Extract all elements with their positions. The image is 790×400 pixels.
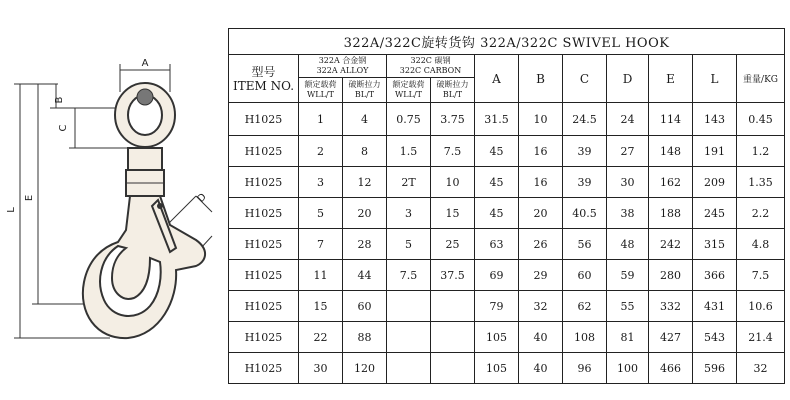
cell-dim-e: 427 [649,322,693,353]
cell-dim-a: 45 [475,167,519,198]
cell-dim-l: 431 [693,291,737,322]
spec-table-body [229,103,785,384]
table-row [229,229,785,260]
cell-weight: 4.8 [737,229,785,260]
cell-alloy-wll: 22 [299,322,343,353]
carbon-wll-header [387,78,431,103]
table-row [229,291,785,322]
cell-carbon-wll: 0.75 [387,103,431,136]
cell-dim-a: 45 [475,198,519,229]
dim-header-c: C [563,55,607,103]
bl-header-en: BL/T [442,90,463,99]
cell-dim-c: 96 [563,353,607,384]
cell-carbon-bl [431,291,475,322]
cell-carbon-wll: 2T [387,167,431,198]
dim-label-l: L [6,207,17,213]
cell-carbon-wll: 5 [387,229,431,260]
cell-carbon-wll: 3 [387,198,431,229]
cell-item-no: H1025 [229,291,299,322]
cell-dim-b: 29 [519,260,563,291]
cell-dim-b: 16 [519,167,563,198]
cell-dim-a: 79 [475,291,519,322]
cell-dim-d: 30 [607,167,649,198]
dim-label-a: A [141,58,149,69]
cell-dim-b: 16 [519,136,563,167]
cell-dim-a: 105 [475,322,519,353]
dim-label-e: E [24,194,35,202]
cell-dim-l: 366 [693,260,737,291]
cell-dim-e: 242 [649,229,693,260]
cell-carbon-wll: 7.5 [387,260,431,291]
cell-dim-b: 26 [519,229,563,260]
cell-dim-d: 81 [607,322,649,353]
cell-dim-d: 100 [607,353,649,384]
cell-carbon-wll: 1.5 [387,136,431,167]
cell-alloy-wll: 1 [299,103,343,136]
weight-header: 重量/KG [737,55,785,103]
model-header-en: ITEM NO. [232,78,295,93]
cell-dim-d: 48 [607,229,649,260]
cell-alloy-wll: 2 [299,136,343,167]
cell-item-no: H1025 [229,167,299,198]
cell-alloy-bl: 20 [343,198,387,229]
cell-item-no: H1025 [229,198,299,229]
cell-alloy-bl: 60 [343,291,387,322]
cell-dim-b: 10 [519,103,563,136]
cell-dim-b: 40 [519,322,563,353]
wll-header-cn: 额定载荷 [392,80,425,89]
cell-dim-d: 59 [607,260,649,291]
cell-alloy-bl: 4 [343,103,387,136]
cell-dim-d: 24 [607,103,649,136]
cell-carbon-bl: 10 [431,167,475,198]
cell-alloy-wll: 5 [299,198,343,229]
wll-header-en: WLL/T [395,90,422,99]
bl-header-en: BL/T [354,90,375,99]
model-header-cn: 型号 [251,64,276,79]
carbon-header-cn: 322C 碳钢 [410,56,451,65]
cell-dim-a: 105 [475,353,519,384]
cell-carbon-wll [387,291,431,322]
cell-dim-c: 39 [563,167,607,198]
cell-dim-l: 245 [693,198,737,229]
cell-dim-d: 27 [607,136,649,167]
cell-dim-a: 45 [475,136,519,167]
cell-dim-l: 143 [693,103,737,136]
cell-dim-c: 24.5 [563,103,607,136]
cell-dim-c: 108 [563,322,607,353]
cell-dim-l: 596 [693,353,737,384]
cell-item-no: H1025 [229,103,299,136]
cell-dim-c: 60 [563,260,607,291]
cell-dim-c: 40.5 [563,198,607,229]
cell-dim-e: 466 [649,353,693,384]
cell-carbon-wll [387,322,431,353]
cell-dim-l: 543 [693,322,737,353]
dim-label-d: D [195,191,209,205]
cell-carbon-bl: 15 [431,198,475,229]
bl-header-cn: 破断拉力 [436,80,469,89]
cell-dim-e: 148 [649,136,693,167]
cell-dim-l: 209 [693,167,737,198]
cell-dim-d: 55 [607,291,649,322]
carbon-header [387,55,475,78]
wll-header-cn: 额定载荷 [304,80,337,89]
swivel-hook-drawing [0,0,228,400]
model-header [229,55,299,103]
cell-alloy-bl: 44 [343,260,387,291]
cell-weight: 7.5 [737,260,785,291]
table-row [229,322,785,353]
carbon-header-en: 322C CARBON [399,66,462,75]
cell-alloy-bl: 28 [343,229,387,260]
cell-dim-l: 315 [693,229,737,260]
cell-dim-a: 69 [475,260,519,291]
cell-dim-a: 31.5 [475,103,519,136]
table-row [229,260,785,291]
cell-dim-b: 32 [519,291,563,322]
table-row [229,136,785,167]
cell-alloy-bl: 12 [343,167,387,198]
cell-dim-e: 332 [649,291,693,322]
cell-carbon-bl [431,322,475,353]
cell-alloy-wll: 11 [299,260,343,291]
cell-carbon-wll [387,353,431,384]
cell-dim-e: 162 [649,167,693,198]
alloy-bl-header [343,78,387,103]
dim-header-e: E [649,55,693,103]
cell-dim-c: 62 [563,291,607,322]
cell-dim-c: 56 [563,229,607,260]
cell-weight: 21.4 [737,322,785,353]
cell-alloy-bl: 120 [343,353,387,384]
alloy-wll-header [299,78,343,103]
table-row [229,167,785,198]
dim-header-b: B [519,55,563,103]
cell-item-no: H1025 [229,260,299,291]
cell-item-no: H1025 [229,136,299,167]
cell-item-no: H1025 [229,229,299,260]
cell-dim-e: 280 [649,260,693,291]
cell-dim-e: 188 [649,198,693,229]
cell-alloy-wll: 15 [299,291,343,322]
cell-dim-e: 114 [649,103,693,136]
cell-carbon-bl [431,353,475,384]
table-row [229,198,785,229]
cell-alloy-wll: 3 [299,167,343,198]
cell-carbon-bl: 37.5 [431,260,475,291]
spec-table [228,28,785,384]
cell-item-no: H1025 [229,353,299,384]
cell-carbon-bl: 3.75 [431,103,475,136]
alloy-header-cn: 322A 合金钢 [318,56,367,65]
cell-dim-b: 20 [519,198,563,229]
cell-item-no: H1025 [229,322,299,353]
dim-header-l: L [693,55,737,103]
table-title: 322A/322C旋转货钩 322A/322C SWIVEL HOOK [229,29,785,55]
cell-dim-c: 39 [563,136,607,167]
alloy-header-en: 322A ALLOY [316,66,369,75]
bl-header-cn: 破断拉力 [348,80,381,89]
wll-header-en: WLL/T [307,90,334,99]
hook-body [83,196,205,338]
dim-label-c: C [58,124,69,132]
carbon-bl-header [431,78,475,103]
cell-weight: 10.6 [737,291,785,322]
dim-label-b: B [54,96,65,104]
cell-alloy-wll: 30 [299,353,343,384]
cell-carbon-bl: 25 [431,229,475,260]
cell-alloy-bl: 88 [343,322,387,353]
cell-dim-b: 40 [519,353,563,384]
dim-header-d: D [607,55,649,103]
cell-dim-d: 38 [607,198,649,229]
cell-weight: 0.45 [737,103,785,136]
dim-header-a: A [475,55,519,103]
cell-carbon-bl: 7.5 [431,136,475,167]
cell-alloy-wll: 7 [299,229,343,260]
table-row [229,353,785,384]
cell-dim-a: 63 [475,229,519,260]
cell-weight: 1.2 [737,136,785,167]
cell-weight: 32 [737,353,785,384]
table-row [229,103,785,136]
cell-weight: 2.2 [737,198,785,229]
cell-weight: 1.35 [737,167,785,198]
cell-dim-l: 191 [693,136,737,167]
alloy-header [299,55,387,78]
cell-alloy-bl: 8 [343,136,387,167]
